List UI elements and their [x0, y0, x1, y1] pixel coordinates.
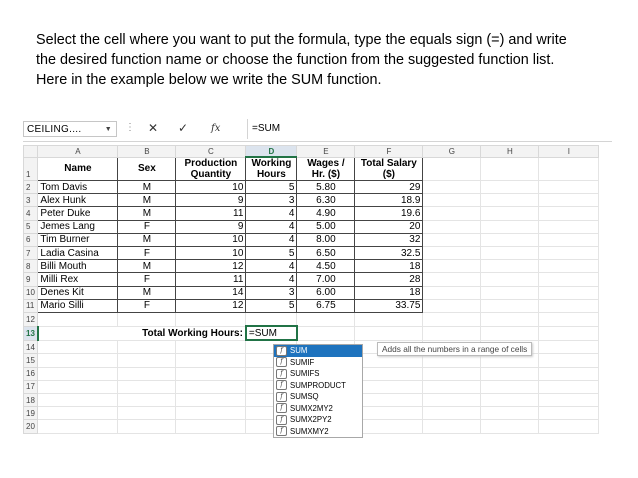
- cell-name[interactable]: Billi Mouth: [38, 260, 118, 273]
- cell-hours[interactable]: 5: [246, 299, 297, 312]
- cell[interactable]: [38, 354, 118, 367]
- cell[interactable]: [118, 407, 176, 420]
- cell[interactable]: [481, 273, 539, 286]
- cell-sex[interactable]: M: [118, 207, 176, 220]
- function-icon: f: [276, 357, 287, 367]
- column-header-b[interactable]: B: [118, 146, 176, 158]
- cell[interactable]: [539, 340, 599, 354]
- cell-wage[interactable]: 4.50: [297, 260, 355, 273]
- function-icon: f: [276, 346, 287, 356]
- header-total-line2: ($): [382, 168, 396, 180]
- cell[interactable]: [539, 286, 599, 299]
- cell[interactable]: [481, 326, 539, 340]
- cell[interactable]: [481, 157, 539, 181]
- cell-total[interactable]: 18: [355, 260, 423, 273]
- cell[interactable]: [539, 233, 599, 246]
- header-production-line2: Quantity: [190, 168, 232, 180]
- column-header-i[interactable]: I: [539, 146, 599, 158]
- cell[interactable]: [539, 407, 599, 420]
- cell[interactable]: [423, 181, 481, 194]
- cell-sex[interactable]: M: [118, 286, 176, 299]
- cell[interactable]: [481, 312, 539, 326]
- row-header[interactable]: 11: [24, 299, 38, 312]
- cell-wage[interactable]: 6.30: [297, 194, 355, 207]
- cell[interactable]: [38, 312, 118, 326]
- table-row: [24, 312, 599, 326]
- column-header-c[interactable]: C: [176, 146, 246, 158]
- insert-function-icon[interactable]: fx: [211, 123, 221, 134]
- function-suggestion-item[interactable]: [274, 368, 362, 380]
- row-header[interactable]: 4: [24, 207, 38, 220]
- cell-name[interactable]: Mario Silli: [38, 299, 118, 312]
- cell[interactable]: [355, 380, 423, 393]
- cell-quantity[interactable]: 11: [176, 273, 246, 286]
- name-box-value: CEILING....: [27, 124, 82, 135]
- column-header-e[interactable]: E: [297, 146, 355, 158]
- cell[interactable]: [423, 233, 481, 246]
- function-suggestion-label: SUM: [290, 346, 308, 355]
- column-header-row: [24, 146, 599, 158]
- cell[interactable]: [423, 273, 481, 286]
- row-header[interactable]: 13: [24, 326, 38, 340]
- cell-quantity[interactable]: 12: [176, 260, 246, 273]
- cell[interactable]: [423, 299, 481, 312]
- cell[interactable]: [539, 354, 599, 367]
- function-suggestion-item[interactable]: [274, 403, 362, 415]
- function-suggestion-item[interactable]: [274, 380, 362, 392]
- cell[interactable]: [481, 246, 539, 259]
- row-header[interactable]: 15: [24, 354, 38, 367]
- function-suggestion-item[interactable]: [274, 357, 362, 369]
- header-working-line2: Hours: [256, 169, 286, 180]
- cell-hours[interactable]: 4: [246, 273, 297, 286]
- function-suggestion-label: SUMX2MY2: [290, 403, 333, 413]
- cell[interactable]: [481, 220, 539, 233]
- cell-sex[interactable]: M: [118, 194, 176, 207]
- cell[interactable]: [355, 407, 423, 420]
- cell[interactable]: [481, 194, 539, 207]
- function-suggestion-label: SUMPRODUCT: [290, 380, 346, 390]
- data-rows: [24, 181, 599, 313]
- cell[interactable]: [423, 246, 481, 259]
- row-header[interactable]: 2: [24, 181, 38, 194]
- cell[interactable]: [176, 340, 246, 354]
- cell[interactable]: [38, 407, 118, 420]
- cell-wage[interactable]: 4.90: [297, 207, 355, 220]
- cell[interactable]: [38, 367, 118, 380]
- header-production-line1: Production: [184, 157, 238, 169]
- header-working-hours[interactable]: [246, 157, 297, 181]
- table-header-row: [24, 157, 599, 181]
- cell-total[interactable]: 29: [355, 181, 423, 194]
- function-suggestion-item[interactable]: [274, 414, 362, 426]
- name-box[interactable]: [23, 121, 117, 137]
- cell[interactable]: [38, 394, 118, 407]
- cell[interactable]: [423, 380, 481, 393]
- cell[interactable]: [423, 367, 481, 380]
- cell[interactable]: [176, 354, 246, 367]
- instruction-text: [36, 30, 606, 90]
- cell-quantity[interactable]: 9: [176, 194, 246, 207]
- cell-quantity[interactable]: 10: [176, 233, 246, 246]
- function-suggestion-item[interactable]: [274, 391, 362, 403]
- cell[interactable]: [539, 367, 599, 380]
- cell-wage[interactable]: 6.50: [297, 246, 355, 259]
- cell-wage[interactable]: 7.00: [297, 273, 355, 286]
- cell-wage[interactable]: 6.00: [297, 286, 355, 299]
- cell[interactable]: [38, 380, 118, 393]
- instruction-line-2: the desired function name or choose the function from the suggested function list.: [36, 52, 555, 68]
- cell-name[interactable]: Peter Duke: [38, 207, 118, 220]
- cell[interactable]: [481, 181, 539, 194]
- cell[interactable]: [118, 394, 176, 407]
- table-row: [24, 326, 599, 340]
- header-production[interactable]: [176, 157, 246, 181]
- cell[interactable]: [539, 194, 599, 207]
- cell-name[interactable]: Tom Davis: [38, 181, 118, 194]
- cancel-icon[interactable]: ✕: [148, 121, 159, 135]
- column-header-a[interactable]: A: [38, 146, 118, 158]
- cell-sex[interactable]: F: [118, 220, 176, 233]
- cell[interactable]: [118, 354, 176, 367]
- function-suggestion-label: SUMXMY2: [290, 426, 329, 436]
- function-suggestion-item[interactable]: [274, 426, 362, 438]
- function-tooltip: Adds all the numbers in a range of cells: [377, 342, 532, 356]
- function-autocomplete-list[interactable]: [273, 344, 363, 438]
- function-icon: f: [276, 403, 287, 413]
- cell-wage[interactable]: 8.00: [297, 233, 355, 246]
- cell[interactable]: [481, 286, 539, 299]
- cell-sex[interactable]: M: [118, 233, 176, 246]
- cell-hours[interactable]: 5: [246, 246, 297, 259]
- cell-sex[interactable]: F: [118, 246, 176, 259]
- header-working-line1: Working: [251, 158, 292, 169]
- cell-sex[interactable]: F: [118, 273, 176, 286]
- function-icon: f: [276, 380, 287, 390]
- cell[interactable]: [481, 367, 539, 380]
- cell-hours[interactable]: 3: [246, 194, 297, 207]
- cell-wage[interactable]: 5.00: [297, 220, 355, 233]
- cell[interactable]: [355, 420, 423, 433]
- cell-total[interactable]: 33.75: [355, 299, 423, 312]
- cell[interactable]: [539, 246, 599, 259]
- header-total-line1: Total Salary: [360, 157, 417, 169]
- cell[interactable]: [118, 312, 176, 326]
- cell[interactable]: [355, 367, 423, 380]
- table-row: [24, 233, 599, 246]
- table-row: [24, 286, 599, 299]
- row-header[interactable]: 16: [24, 367, 38, 380]
- formula-bar-separator-icon: ⋮: [125, 122, 135, 133]
- cell[interactable]: [176, 380, 246, 393]
- cell-hours[interactable]: 4: [246, 207, 297, 220]
- cell[interactable]: [423, 407, 481, 420]
- cell-hours[interactable]: 4: [246, 233, 297, 246]
- cell[interactable]: [176, 394, 246, 407]
- cell[interactable]: [423, 220, 481, 233]
- table-row: [24, 299, 599, 312]
- cell-total[interactable]: 28: [355, 273, 423, 286]
- cell-sex[interactable]: F: [118, 299, 176, 312]
- cell-name[interactable]: Ladia Casina: [38, 246, 118, 259]
- cell[interactable]: [539, 157, 599, 181]
- column-header-d[interactable]: D: [246, 146, 297, 158]
- cell[interactable]: [355, 312, 423, 326]
- formula-input[interactable]: =SUM: [247, 119, 612, 139]
- cell-wage[interactable]: 5.80: [297, 181, 355, 194]
- row-header[interactable]: 17: [24, 380, 38, 393]
- header-wages[interactable]: [297, 157, 355, 181]
- instruction-line-3: Here in the example below we write the SUM function.: [36, 72, 382, 88]
- name-box-dropdown-icon[interactable]: ▼: [104, 126, 112, 133]
- cell[interactable]: [539, 380, 599, 393]
- cell[interactable]: [423, 326, 481, 340]
- row-header[interactable]: 19: [24, 407, 38, 420]
- table-row: [24, 260, 599, 273]
- cell-hours[interactable]: 3: [246, 286, 297, 299]
- cell[interactable]: [481, 394, 539, 407]
- cell-name[interactable]: Milli Rex: [38, 273, 118, 286]
- cell-total[interactable]: 20: [355, 220, 423, 233]
- row-header[interactable]: 5: [24, 220, 38, 233]
- row-header[interactable]: 9: [24, 273, 38, 286]
- header-wages-line2: Hr. ($): [311, 168, 341, 180]
- cell-quantity[interactable]: 11: [176, 207, 246, 220]
- cell-name[interactable]: Alex Hunk: [38, 194, 118, 207]
- cell-total[interactable]: 32: [355, 233, 423, 246]
- select-all-corner[interactable]: [24, 146, 38, 158]
- cell[interactable]: [355, 394, 423, 407]
- column-header-h[interactable]: H: [481, 146, 539, 158]
- cell[interactable]: [539, 273, 599, 286]
- cell[interactable]: [539, 326, 599, 340]
- table-row: [24, 194, 599, 207]
- cell[interactable]: [176, 420, 246, 433]
- cell[interactable]: [38, 340, 118, 354]
- cell-quantity[interactable]: 10: [176, 246, 246, 259]
- function-suggestion-label: SUMIFS: [290, 369, 320, 378]
- cell-name[interactable]: Jemes Lang: [38, 220, 118, 233]
- cell-hours[interactable]: 5: [246, 181, 297, 194]
- cell-quantity[interactable]: 9: [176, 220, 246, 233]
- cell-total[interactable]: 18.9: [355, 194, 423, 207]
- cell[interactable]: [423, 420, 481, 433]
- header-total-salary[interactable]: [355, 157, 423, 181]
- cell[interactable]: [423, 394, 481, 407]
- row-header[interactable]: 18: [24, 394, 38, 407]
- cell[interactable]: [176, 367, 246, 380]
- cell[interactable]: [118, 420, 176, 433]
- column-header-f[interactable]: F: [355, 146, 423, 158]
- header-name[interactable]: Name: [38, 157, 118, 181]
- cell[interactable]: [481, 233, 539, 246]
- enter-icon[interactable]: ✓: [178, 121, 189, 135]
- cell[interactable]: [481, 299, 539, 312]
- cell[interactable]: [118, 340, 176, 354]
- column-header-g[interactable]: G: [423, 146, 481, 158]
- cell[interactable]: [297, 326, 355, 340]
- cell[interactable]: [423, 312, 481, 326]
- row-header[interactable]: 12: [24, 312, 38, 326]
- table-row: [24, 207, 599, 220]
- cell[interactable]: [481, 260, 539, 273]
- formula-bar: [23, 119, 612, 142]
- cell[interactable]: [539, 312, 599, 326]
- function-icon: f: [276, 369, 287, 379]
- header-sex[interactable]: Sex: [118, 157, 176, 181]
- cell[interactable]: [481, 380, 539, 393]
- cell[interactable]: [423, 157, 481, 181]
- cell-hours[interactable]: 4: [246, 260, 297, 273]
- cell-wage[interactable]: 6.75: [297, 299, 355, 312]
- cell[interactable]: [423, 260, 481, 273]
- cell[interactable]: [297, 312, 355, 326]
- function-icon: f: [276, 415, 287, 425]
- row-header[interactable]: 14: [24, 340, 38, 354]
- cell-total[interactable]: 19.6: [355, 207, 423, 220]
- cell[interactable]: [539, 299, 599, 312]
- cell[interactable]: [481, 207, 539, 220]
- total-hours-label: Total Working Hours:: [142, 327, 243, 339]
- function-icon: f: [276, 392, 287, 402]
- row-header[interactable]: 20: [24, 420, 38, 433]
- function-icon: f: [276, 426, 287, 436]
- cell[interactable]: [423, 286, 481, 299]
- cell[interactable]: [539, 181, 599, 194]
- header-wages-line1: Wages /: [307, 157, 345, 169]
- instruction-line-1: Select the cell where you want to put the formula, type the equals sign (=) and write: [36, 32, 567, 48]
- cell-hours[interactable]: 4: [246, 220, 297, 233]
- cell[interactable]: [118, 367, 176, 380]
- cell-sex[interactable]: M: [118, 260, 176, 273]
- function-suggestion-label: SUMIF: [290, 357, 315, 367]
- table-row: [24, 273, 599, 286]
- cell[interactable]: [423, 194, 481, 207]
- cell[interactable]: [118, 380, 176, 393]
- cell[interactable]: [176, 312, 246, 326]
- cell-name[interactable]: Tim Burner: [38, 233, 118, 246]
- cell[interactable]: [176, 407, 246, 420]
- cell[interactable]: [481, 407, 539, 420]
- cell-quantity[interactable]: 12: [176, 299, 246, 312]
- cell[interactable]: [423, 207, 481, 220]
- cell[interactable]: [355, 326, 423, 340]
- cell[interactable]: [246, 312, 297, 326]
- cell-total[interactable]: 18: [355, 286, 423, 299]
- row-header[interactable]: 10: [24, 286, 38, 299]
- cell-name[interactable]: Denes Kit: [38, 286, 118, 299]
- table-row: [24, 246, 599, 259]
- function-suggestion-label: SUMX2PY2: [290, 415, 332, 424]
- table-row: [24, 220, 599, 233]
- function-suggestion-item[interactable]: [274, 345, 362, 357]
- active-cell-d13[interactable]: =SUM: [246, 326, 297, 340]
- cell[interactable]: [481, 420, 539, 433]
- row-header[interactable]: 6: [24, 233, 38, 246]
- cell[interactable]: [38, 420, 118, 433]
- cell-quantity[interactable]: 10: [176, 181, 246, 194]
- cell-total[interactable]: 32.5: [355, 246, 423, 259]
- cell[interactable]: [539, 207, 599, 220]
- row-header[interactable]: 1: [24, 157, 38, 181]
- function-suggestion-label: SUMSQ: [290, 392, 319, 401]
- cell[interactable]: [539, 220, 599, 233]
- cell[interactable]: [539, 260, 599, 273]
- cell[interactable]: [539, 394, 599, 407]
- row-header[interactable]: 7: [24, 246, 38, 259]
- cell[interactable]: [539, 420, 599, 433]
- table-row: [24, 181, 599, 194]
- cell-sex[interactable]: M: [118, 181, 176, 194]
- cell-quantity[interactable]: 14: [176, 286, 246, 299]
- row-header[interactable]: 3: [24, 194, 38, 207]
- row-header[interactable]: 8: [24, 260, 38, 273]
